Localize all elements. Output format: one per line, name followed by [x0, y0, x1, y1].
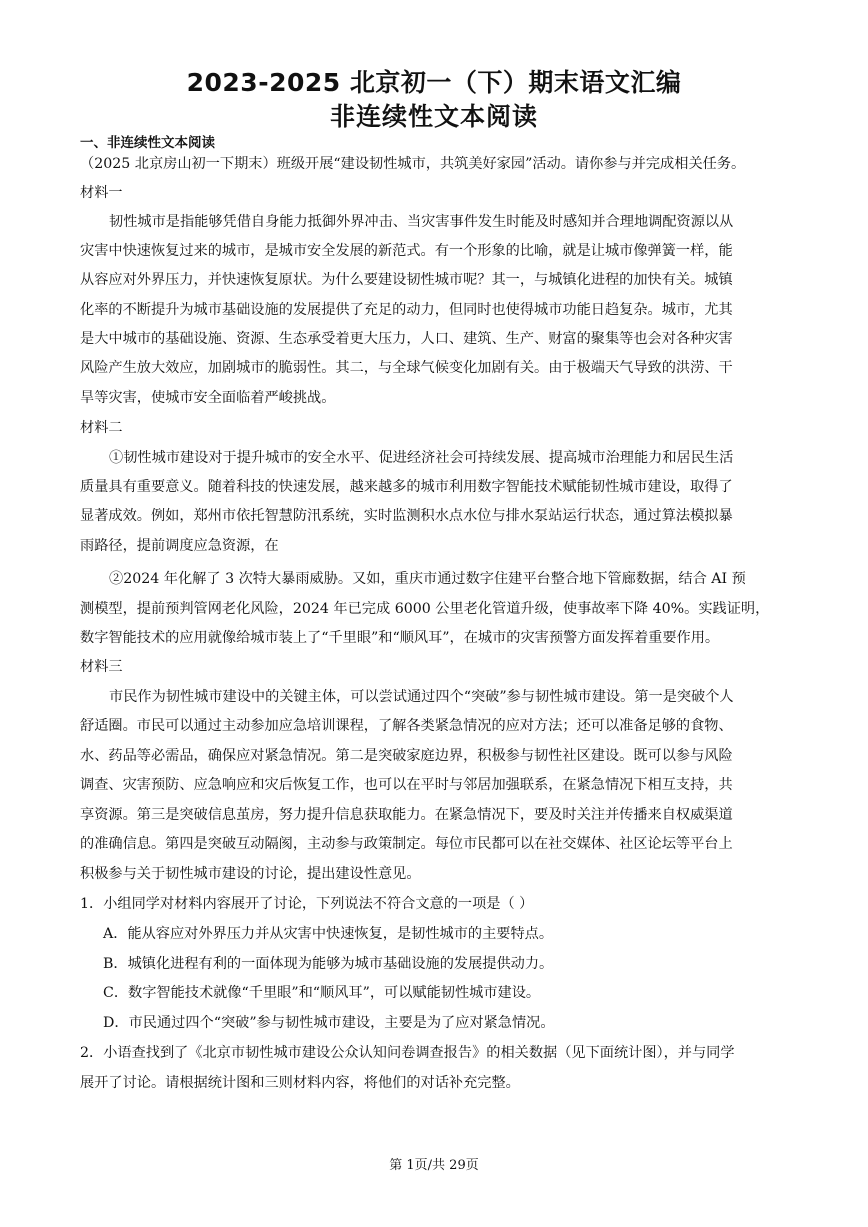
paragraph-line: 灾害中快速恢复过来的城市，是城市安全发展的新范式。有一个形象的比喻，就是让城市像弹簧一样，能: [80, 243, 733, 259]
document-subtitle: 非连续性文本阅读: [329, 102, 538, 131]
paragraph-line: 是大中城市的基础设施、资源、生态承受着更大压力，人口、建筑、生产、财富的聚集等也会对各种灾害: [80, 331, 733, 347]
paragraph-line: 的准确信息。第四是突破互动隔阂，主动参与政策制定。每位市民都可以在社交媒体、社区论坛等平台上: [80, 836, 733, 852]
paragraph-line: 市民作为韧性城市建设中的关键主体，可以尝试通过四个“突破”参与韧性城市建设。第一是突破个人: [109, 689, 734, 705]
paragraph-line: 质量具有重要意义。随着科技的快速发展，越来越多的城市利用数字智能技术赋能韧性城市建设，取得了: [80, 479, 733, 495]
document-title: 2023-2025 北京初一（下）期末语文汇编: [186, 68, 682, 97]
paragraph-line: 享资源。第三是突破信息茧房，努力提升信息获取能力。在紧急情况下，要及时关注并传播来自权威渠道: [80, 807, 733, 823]
section-heading: 一、非连续性文本阅读: [80, 135, 215, 151]
paragraph-line: 韧性城市是指能够凭借自身能力抵御外界冲击、当灾害事件发生时能及时感知并合理地调配资源以从: [109, 214, 734, 230]
question2-stem-line: 2．小语查找到了《北京市韧性城市建设公众认知问卷调查报告》的相关数据（见下面统计图），并与同学: [80, 1045, 735, 1061]
paragraph-line: 舒适圈。市民可以通过主动参加应急培训课程，了解各类紧急情况的应对方法；还可以准备足够的食物、: [80, 718, 733, 734]
question1-stem: 1．小组同学对材料内容展开了讨论，下列说法不符合文意的一项是（ ）: [80, 896, 534, 912]
paragraph-line: 旱等灾害，使城市安全面临着严峻挑战。: [80, 390, 336, 406]
material2-label: 材料二: [80, 420, 123, 436]
paragraph-line: ①韧性城市建设对于提升城市的安全水平、促进经济社会可持续发展、提高城市治理能力和居民生活: [109, 450, 734, 466]
page-number: 第 1页/共 29页: [389, 1158, 479, 1173]
paragraph-line: 测模型，提前预判管网老化风险，2024 年已完成 6000 公里老化管道升级，使事故率下降 40%。实践证明，: [80, 601, 770, 617]
paragraph-line: 显著成效。例如，郑州市依托智慧防汛系统，实时监测积水点水位与排水泵站运行状态，通过算法模拟暴: [80, 508, 733, 524]
question1-option-d: D．市民通过四个“突破”参与韧性城市建设，主要是为了应对紧急情况。: [103, 1015, 555, 1031]
paragraph-line: 雨路径，提前调度应急资源，在: [80, 538, 279, 554]
paragraph-line: ②2024 年化解了 3 次特大暴雨威胁。又如，重庆市通过数字住建平台整合地下管廊数据，结合 AI 预: [109, 571, 746, 587]
paragraph-line: 水、药品等必需品，确保应对紧急情况。第二是突破家庭边界，积极参与韧性社区建设。既可以参与风险: [80, 748, 733, 764]
question2-stem-line: 展开了讨论。请根据统计图和三则材料内容，将他们的对话补充完整。: [80, 1075, 520, 1091]
material3-label: 材料三: [80, 659, 123, 675]
material1-label: 材料一: [80, 185, 123, 201]
paragraph-line: 风险产生放大效应，加剧城市的脆弱性。其二，与全球气候变化加剧有关。由于极端天气导致的洪涝、干: [80, 360, 733, 376]
section-intro: （2025 北京房山初一下期末）班级开展“建设韧性城市，共筑美好家园”活动。请你参与并完成相关任务。: [80, 156, 746, 172]
paragraph-line: 从容应对外界压力，并快速恢复原状。为什么要建设韧性城市呢？其一，与城镇化进程的加快有关。城镇: [80, 272, 733, 288]
question1-option-a: A．能从容应对外界压力并从灾害中快速恢复，是韧性城市的主要特点。: [103, 926, 554, 942]
question1-option-c: C．数字智能技术就像“千里眼”和“顺风耳”，可以赋能韧性城市建设。: [103, 985, 541, 1001]
paragraph-line: 化率的不断提升为城市基础设施的发展提供了充足的动力，但同时也使得城市功能日趋复杂。城市，尤其: [80, 302, 733, 318]
question1-option-b: B．城镇化进程有利的一面体现为能够为城市基础设施的发展提供动力。: [103, 956, 554, 972]
paragraph-line: 积极参与关于韧性城市建设的讨论，提出建设性意见。: [80, 866, 421, 882]
paragraph-line: 调查、灾害预防、应急响应和灾后恢复工作，也可以在平时与邻居加强联系，在紧急情况下相互支持，共: [80, 777, 733, 793]
paragraph-line: 数字智能技术的应用就像给城市装上了“千里眼”和“顺风耳”，在城市的灾害预警方面发挥着重要作用。: [80, 630, 720, 646]
